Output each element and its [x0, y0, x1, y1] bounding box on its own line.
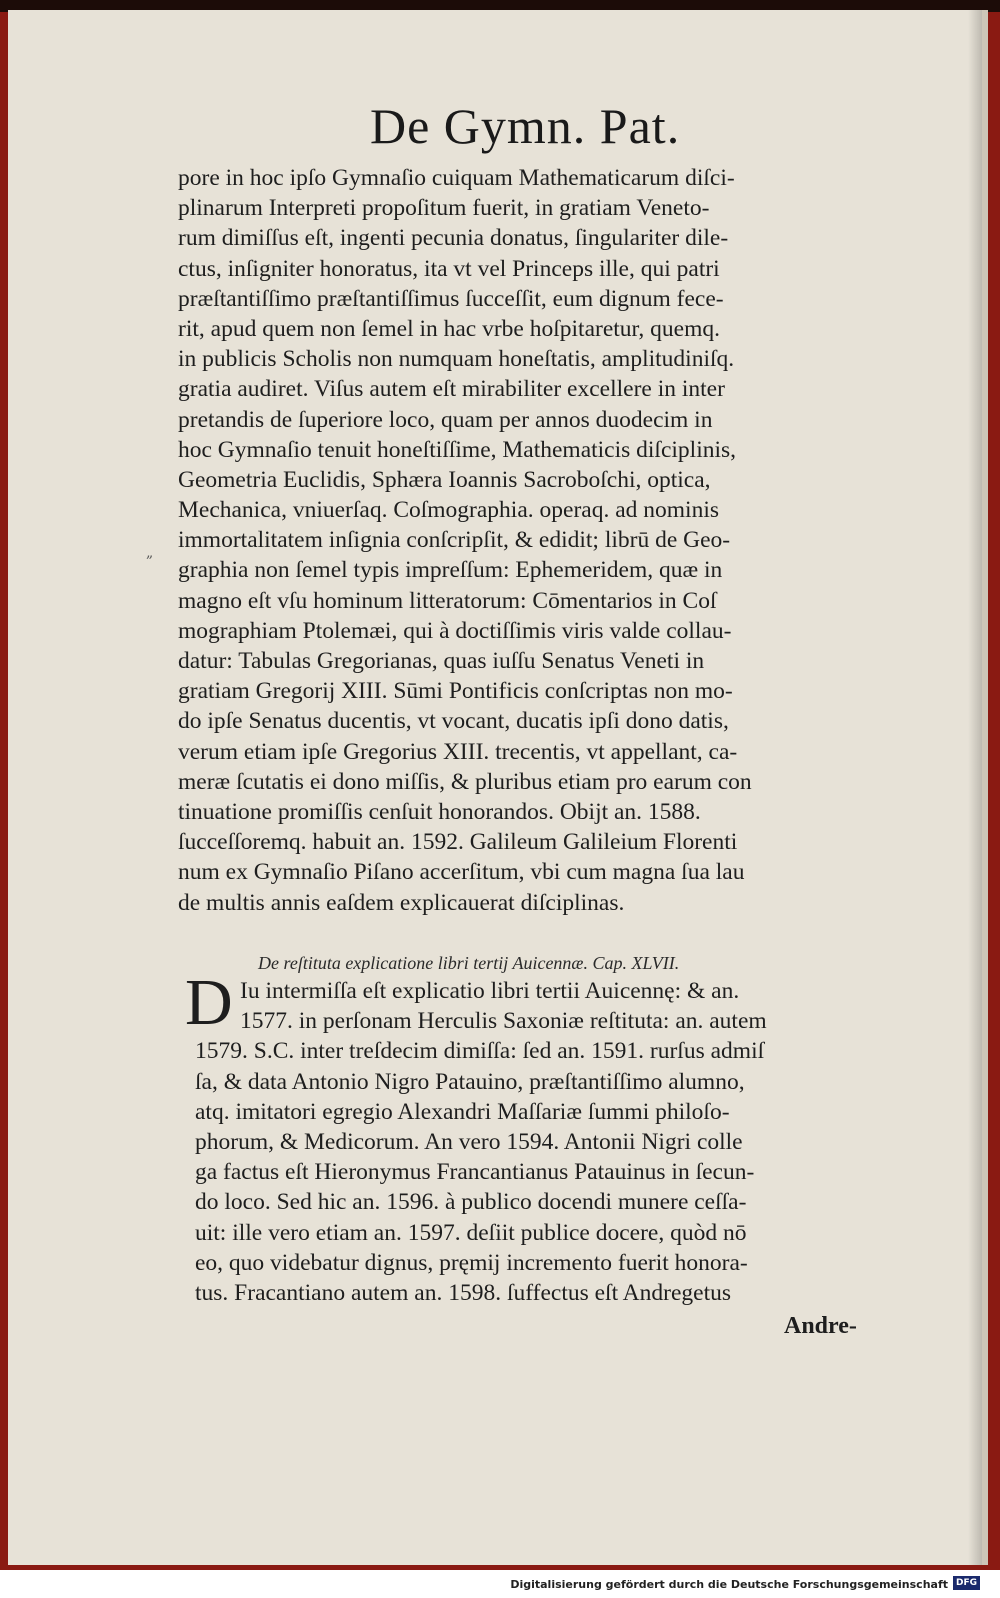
text-line: tus. Fracantiano autem an. 1598. ſuffectus eſt Andregetus — [195, 1279, 732, 1306]
text-line: ctus, inſigniter honoratus, ita vt vel Princeps ille, qui patri — [178, 255, 720, 282]
text-line: præſtantiſſimo præſtantiſſimus ſucceſſit, eum dignum fece- — [178, 285, 724, 312]
text-line: rum dimiſſus eſt, ingenti pecunia donatus, ſingulariter dile- — [178, 225, 729, 252]
text-line: uit: ille vero etiam an. 1597. deſiit publice docere, quòd nō — [195, 1219, 747, 1246]
margin-mark: „ — [146, 545, 154, 561]
text-line: pretandis de ſuperiore loco, quam per annos duodecim in — [178, 406, 713, 433]
text-line: hoc Gymnaſio tenuit honeſtiſſime, Mathematicis diſciplinis, — [178, 436, 737, 463]
text-line: Iu intermiſſa eſt explicatio libri tertii Auicennę: & an. — [240, 978, 740, 1004]
text-line: rit, apud quem non ſemel in hac vrbe hoſpitaretur, quemq. — [178, 315, 721, 342]
text-line: 1579. S.C. inter treſdecim dimiſſa: ſed an. 1591. rurſus admiſ — [195, 1038, 765, 1065]
text-line: do loco. Sed hic an. 1596. à publico docendi munere ceſſa- — [195, 1189, 747, 1216]
funding-credit: Digitalisierung gefördert durch die Deutsche Forschungsgemeinschaft — [510, 1578, 948, 1591]
text-line: ſa, & data Antonio Nigro Patauino, præſtantiſſimo alumno, — [195, 1068, 745, 1095]
text-line: mographiam Ptolemæi, qui à doctiſſimis viris valde collau- — [178, 617, 732, 644]
text-line: magno eſt vſu hominum litteratorum: Cōmentarios in Coſ — [178, 587, 717, 614]
text-line: phorum, & Medicorum. An vero 1594. Antonii Nigri colle — [195, 1128, 743, 1155]
text-line: de multis annis eaſdem explicauerat diſciplinas. — [178, 889, 625, 916]
text-line: datur: Tabulas Gregorianas, quas iuſſu Senatus Veneti in — [178, 648, 705, 674]
text-line: meræ ſcutatis ei dono miſſis, & pluribus etiam pro earum con — [178, 768, 752, 795]
footer-bar — [0, 1570, 1000, 1598]
catchword: Andre- — [784, 1313, 857, 1339]
text-line: do ipſe Senatus ducentis, vt vocant, ducatis ipſi dono datis, — [178, 708, 729, 735]
running-header: De Gymn. Pat. — [370, 98, 681, 154]
text-line: in publicis Scholis non numquam honeſtatis, amplitudiniſq. — [178, 346, 735, 373]
page-gutter-shadow — [968, 10, 982, 1565]
text-line: plinarum Interpreti propoſitum fuerit, in gratiam Veneto- — [178, 195, 710, 222]
text-line: gratiam Gregorij XIII. Sūmi Pontificis conſcriptas non mo- — [178, 678, 733, 705]
text-line: gratia audiret. Viſus autem eſt mirabiliter excellere in inter — [178, 376, 725, 403]
text-line: graphia non ſemel typis impreſſum: Ephemeridem, quæ in — [178, 557, 723, 584]
text-line: atq. imitatori egregio Alexandri Maſſariæ ſummi philoſo- — [195, 1098, 730, 1125]
drop-capital: D — [185, 966, 233, 1039]
text-line: ſucceſſoremq. habuit an. 1592. Galileum Galileium Florenti — [178, 829, 738, 856]
text-line: Geometria Euclidis, Sphæra Ioannis Sacroboſchi, optica, — [178, 466, 711, 493]
body-text — [178, 163, 898, 918]
text-line: num ex Gymnaſio Piſano accerſitum, vbi cum magna ſua lau — [178, 859, 745, 886]
text-line: eo, quo videbatur dignus, pręmij incremento fuerit honora- — [195, 1249, 748, 1276]
text-line: immortalitatem inſignia conſcripſit, & edidit; librū de Geo- — [178, 527, 731, 554]
text-line: pore in hoc ipſo Gymnaſio cuiquam Mathematicarum diſci- — [178, 165, 735, 191]
text-line: verum etiam ipſe Gregorius XIII. trecentis, vt appellant, ca- — [178, 738, 738, 765]
section-text — [195, 976, 905, 1308]
text-line: Mechanica, vniuerſaq. Coſmographia. operaq. ad nominis — [178, 497, 719, 524]
section-heading: De reſtituta explicatione libri tertij Auicennæ. Cap. XLVII. — [258, 953, 680, 973]
text-line: ga factus eſt Hieronymus Francantianus Patauinus in ſecun- — [195, 1159, 755, 1186]
text-line: tinuatione promiſſis cenſuit honorandos. Obijt an. 1588. — [178, 798, 701, 825]
text-line: 1577. in perſonam Herculis Saxoniæ reſtituta: an. autem — [240, 1008, 767, 1035]
dfg-logo: DFG — [953, 1576, 980, 1590]
